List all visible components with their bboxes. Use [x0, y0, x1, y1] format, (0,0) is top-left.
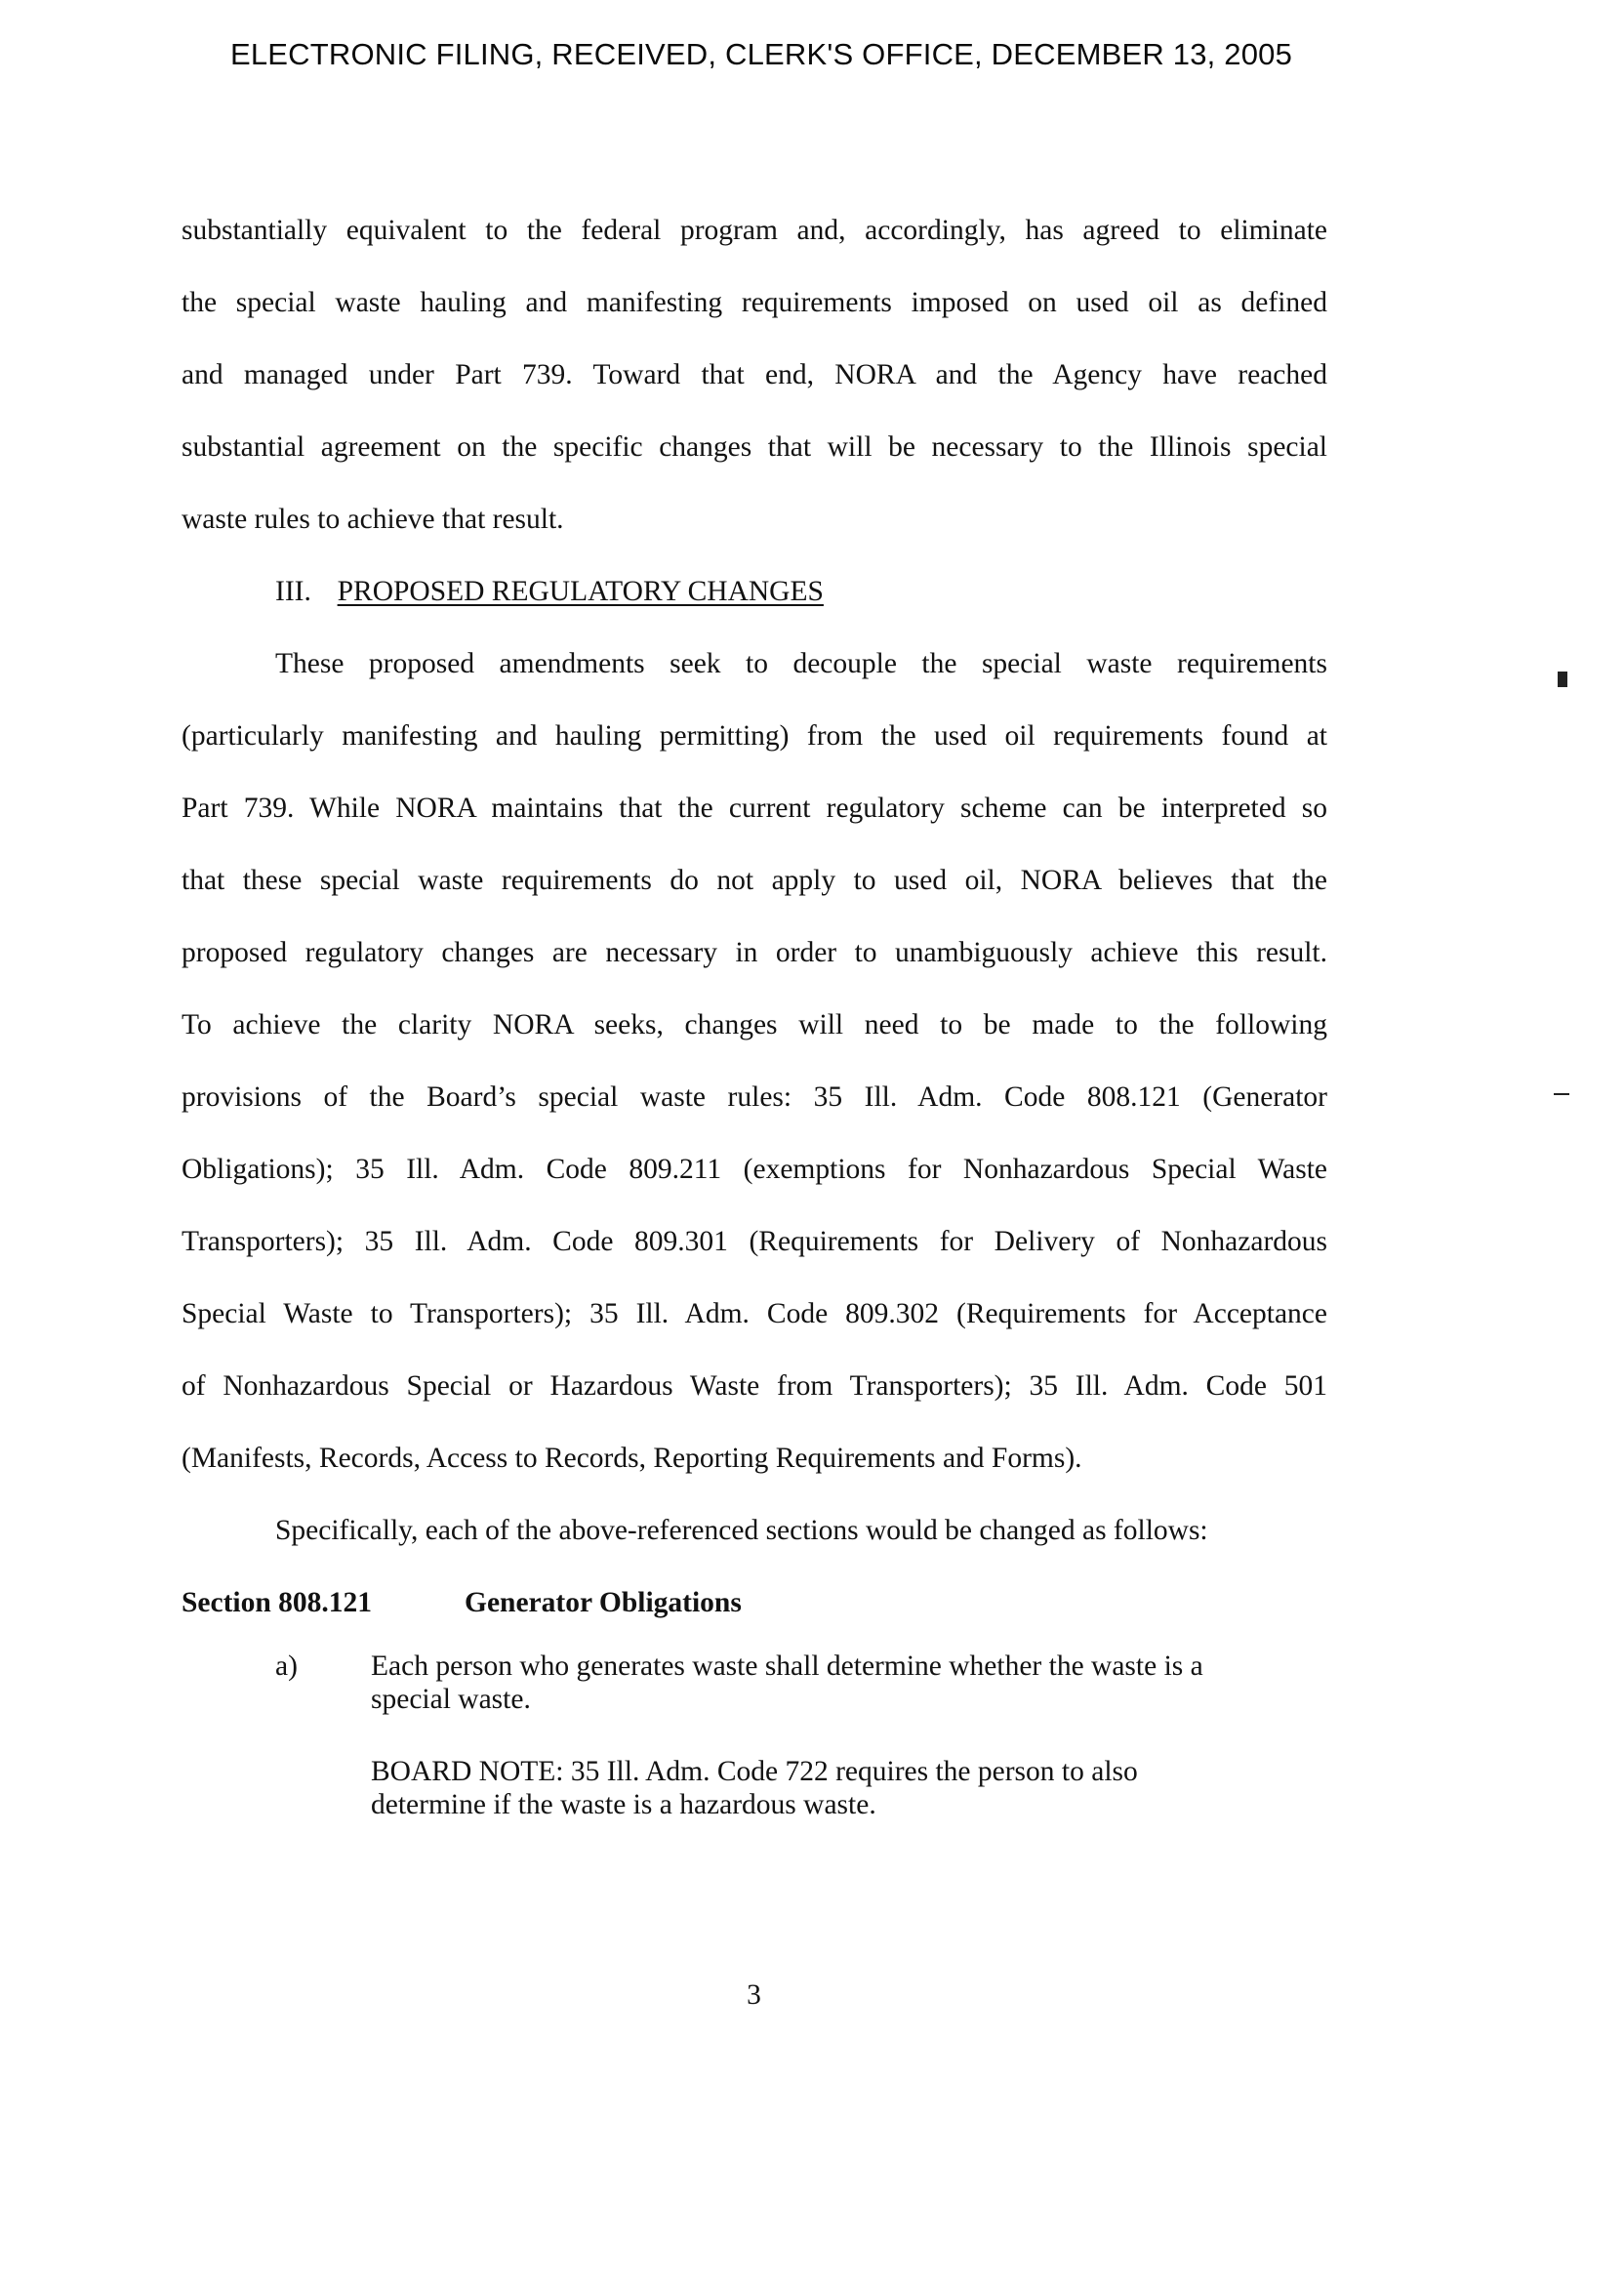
paragraph-2-line-5: proposed regulatory changes are necessary in order to unambiguously achieve this result. [182, 937, 1327, 968]
paragraph-3: Specifically, each of the above-referenced sections would be changed as follows: [275, 1515, 1208, 1546]
paragraph-1-line-4: substantial agreement on the specific changes that will be necessary to the Illinois special [182, 431, 1327, 463]
board-note-text-2: determine if the waste is a hazardous waste. [371, 1789, 876, 1820]
paragraph-2-line-12: (Manifests, Records, Access to Records, Reporting Requirements and Forms). [182, 1443, 1082, 1474]
board-note-text-1: BOARD NOTE: 35 Ill. Adm. Code 722 requires the person to also [371, 1756, 1138, 1787]
item-a-text-1: Each person who generates waste shall determine whether the waste is a [371, 1650, 1203, 1682]
item-a-line-2 [182, 1683, 1327, 1716]
paragraph-1-line-3: and managed under Part 739. Toward that end, NORA and the Agency have reached [182, 359, 1327, 390]
paragraph-1-line-5: waste rules to achieve that result. [182, 504, 564, 535]
item-a-line-1 [182, 1650, 1327, 1683]
board-note-line-1 [182, 1755, 1327, 1788]
scan-mark-1 [1558, 672, 1567, 687]
page-number: 3 [747, 1979, 761, 2011]
item-a-text-2: special waste. [371, 1684, 531, 1715]
section-heading-numeral: III. [275, 576, 311, 607]
paragraph-2-line-10: Special Waste to Transporters); 35 Ill. Adm. Code 809.302 (Requirements for Acceptance [182, 1298, 1327, 1329]
paragraph-2-line-8: Obligations); 35 Ill. Adm. Code 809.211 (exemptions for Nonhazardous Special Waste [182, 1154, 1327, 1185]
paragraph-2-line-4: that these special waste requirements do not apply to used oil, NORA believes that the [182, 865, 1327, 896]
paragraph-2-line-3: Part 739. While NORA maintains that the current regulatory scheme can be interpreted so [182, 793, 1327, 824]
paragraph-2-line-6: To achieve the clarity NORA seeks, changes will need to be made to the following [182, 1009, 1327, 1040]
paragraph-1-line-2: the special waste hauling and manifesting requirements imposed on used oil as defined [182, 287, 1327, 318]
section-heading-title: PROPOSED REGULATORY CHANGES [337, 576, 824, 607]
paragraph-2-line-7: provisions of the Board’s special waste rules: 35 Ill. Adm. Code 808.121 (Generator [182, 1081, 1327, 1113]
filing-stamp: ELECTRONIC FILING, RECEIVED, CLERK'S OFFICE, DECEMBER 13, 2005 [229, 37, 1293, 71]
board-note-line-2 [182, 1788, 1327, 1821]
paragraph-2-line-1: These proposed amendments seek to decouple the special waste requirements [275, 648, 1327, 679]
paragraph-2-line-11: of Nonhazardous Special or Hazardous Waste from Transporters); 35 Ill. Adm. Code 501 [182, 1370, 1327, 1402]
rule-section-number: Section 808.121 [182, 1587, 373, 1618]
rule-section-title: Generator Obligations [465, 1587, 742, 1618]
rule-section-heading [182, 1583, 1327, 1622]
section-heading [275, 572, 824, 611]
paragraph-2-line-2: (particularly manifesting and hauling permitting) from the used oil requirements found at [182, 720, 1327, 752]
paragraph-2-line-9: Transporters); 35 Ill. Adm. Code 809.301 (Requirements for Delivery of Nonhazardous [182, 1226, 1327, 1257]
paragraph-1-line-1: substantially equivalent to the federal program and, accordingly, has agreed to eliminate [182, 215, 1327, 246]
scan-mark-2 [1554, 1093, 1569, 1095]
item-a-label: a) [275, 1650, 298, 1682]
